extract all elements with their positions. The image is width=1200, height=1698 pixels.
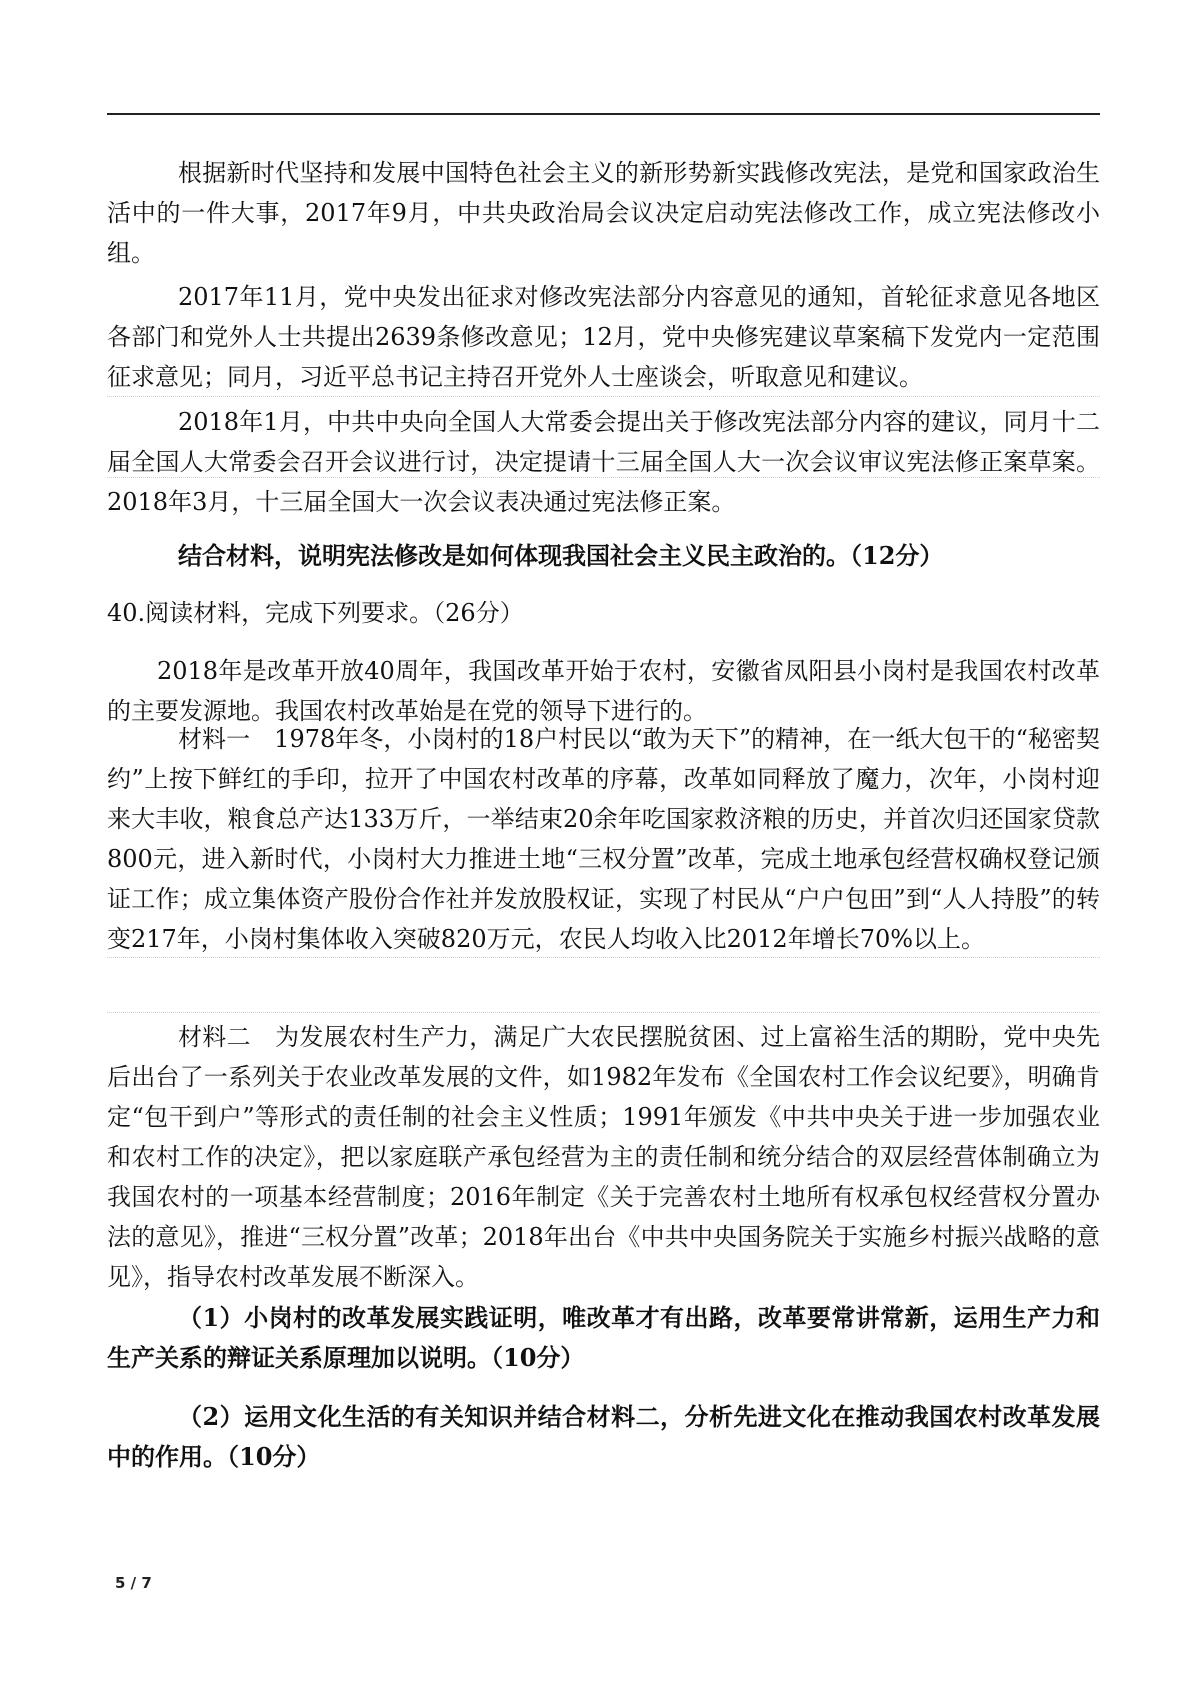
question-40-heading: 40.阅读材料，完成下列要求。（26分） — [107, 599, 524, 627]
dotted-separator — [107, 477, 1100, 478]
question-40-part-2: （2）运用文化生活的有关知识并结合材料二，分析先进文化在推动我国农村改革发展中的作用。（10分） — [107, 1402, 1100, 1471]
dotted-separator — [107, 1012, 1100, 1013]
paragraph-constitution-revision-background: 根据新时代坚持和发展中国特色社会主义的新形势新实践修改宪法，是党和国家政治生活中的一件大事，2017年9月，中共央政治局会议决定启动宪法修改工作，成立宪法修改小组。 — [107, 159, 1100, 267]
paragraph-solicitation-of-opinions: 2017年11月，党中央发出征求对修改宪法部分内容意见的通知，首轮征求意见各地区各部门和党外人士共提出2639条修改意见；12月，党中央修宪建议草案稿下发党内一定范围征求意见；同月，习近平总书记主持召开党外人士座谈会，听取意见和建议。 — [107, 283, 1100, 391]
dotted-separator — [107, 957, 1100, 958]
question-39-prompt: 结合材料，说明宪法修改是如何体现我国社会主义民主政治的。（12分） — [178, 541, 944, 570]
page-number: 5 / 7 — [115, 1574, 152, 1592]
material-two: 材料二 为发展农村生产力，满足广大农民摆脱贫困、过上富裕生活的期盼，党中央先后出台了一系列关于农业改革发展的文件，如1982年发布《全国农村工作会议纪要》，明确肯定“包干到户”等形式的责任制的社会主义性质；1991年颁发《中共中央关于进一步加强农业和农村工作的决定》，把以家庭联产承包经营为主的责任制和统分结合的双层经营体制确立为我国农村的一项基本经营制度；2016年制定《关于完善农村土地所有权承包权经营权分置办法的意见》，推进“三权分置”改革；2018年出台《中共中央国务院关于实施乡村振兴战略的意见》，指导农村改革发展不断深入。 — [107, 1023, 1100, 1291]
paragraph-npc-adoption: 2018年1月，中共中央向全国人大常委会提出关于修改宪法部分内容的建议，同月十二届全国人大常委会召开会议进行讨，决定提请十三届全国人大一次会议审议宪法修正案草案。2018年3月，十三届全国大一次会议表决通过宪法修正案。 — [107, 408, 1100, 516]
question-40-part-1: （1）小岗村的改革发展实践证明，唯改革才有出路，改革要常讲常新，运用生产力和生产关系的辩证关系原理加以说明。（10分） — [107, 1303, 1100, 1372]
header-rule — [107, 113, 1100, 115]
paragraph-xiaogang-introduction: 2018年是改革开放40周年，我国改革开始于农村，安徽省凤阳县小岗村是我国农村改革的主要发源地。我国农村改革始是在党的领导下进行的。 — [107, 657, 1100, 725]
material-one: 材料一 1978年冬，小岗村的18户村民以“敢为天下”的精神，在一纸大包干的“秘密契约”上按下鲜红的手印，拉开了中国农村改革的序幕，改革如同释放了魔力，次年，小岗村迎来大丰收，粮食总产达133万斤，一举结束20余年吃国家救济粮的历史，并首次归还国家贷款800元，进入新时代，小岗村大力推进土地“三权分置”改革，完成土地承包经营权确权登记颁证工作；成立集体资产股份合作社并发放股权证，实现了村民从“户户包田”到“人人持股”的转变217年，小岗村集体收入突破820万元，农民人均收入比2012年增长70%以上。 — [107, 725, 1100, 953]
dotted-separator — [107, 396, 1100, 397]
